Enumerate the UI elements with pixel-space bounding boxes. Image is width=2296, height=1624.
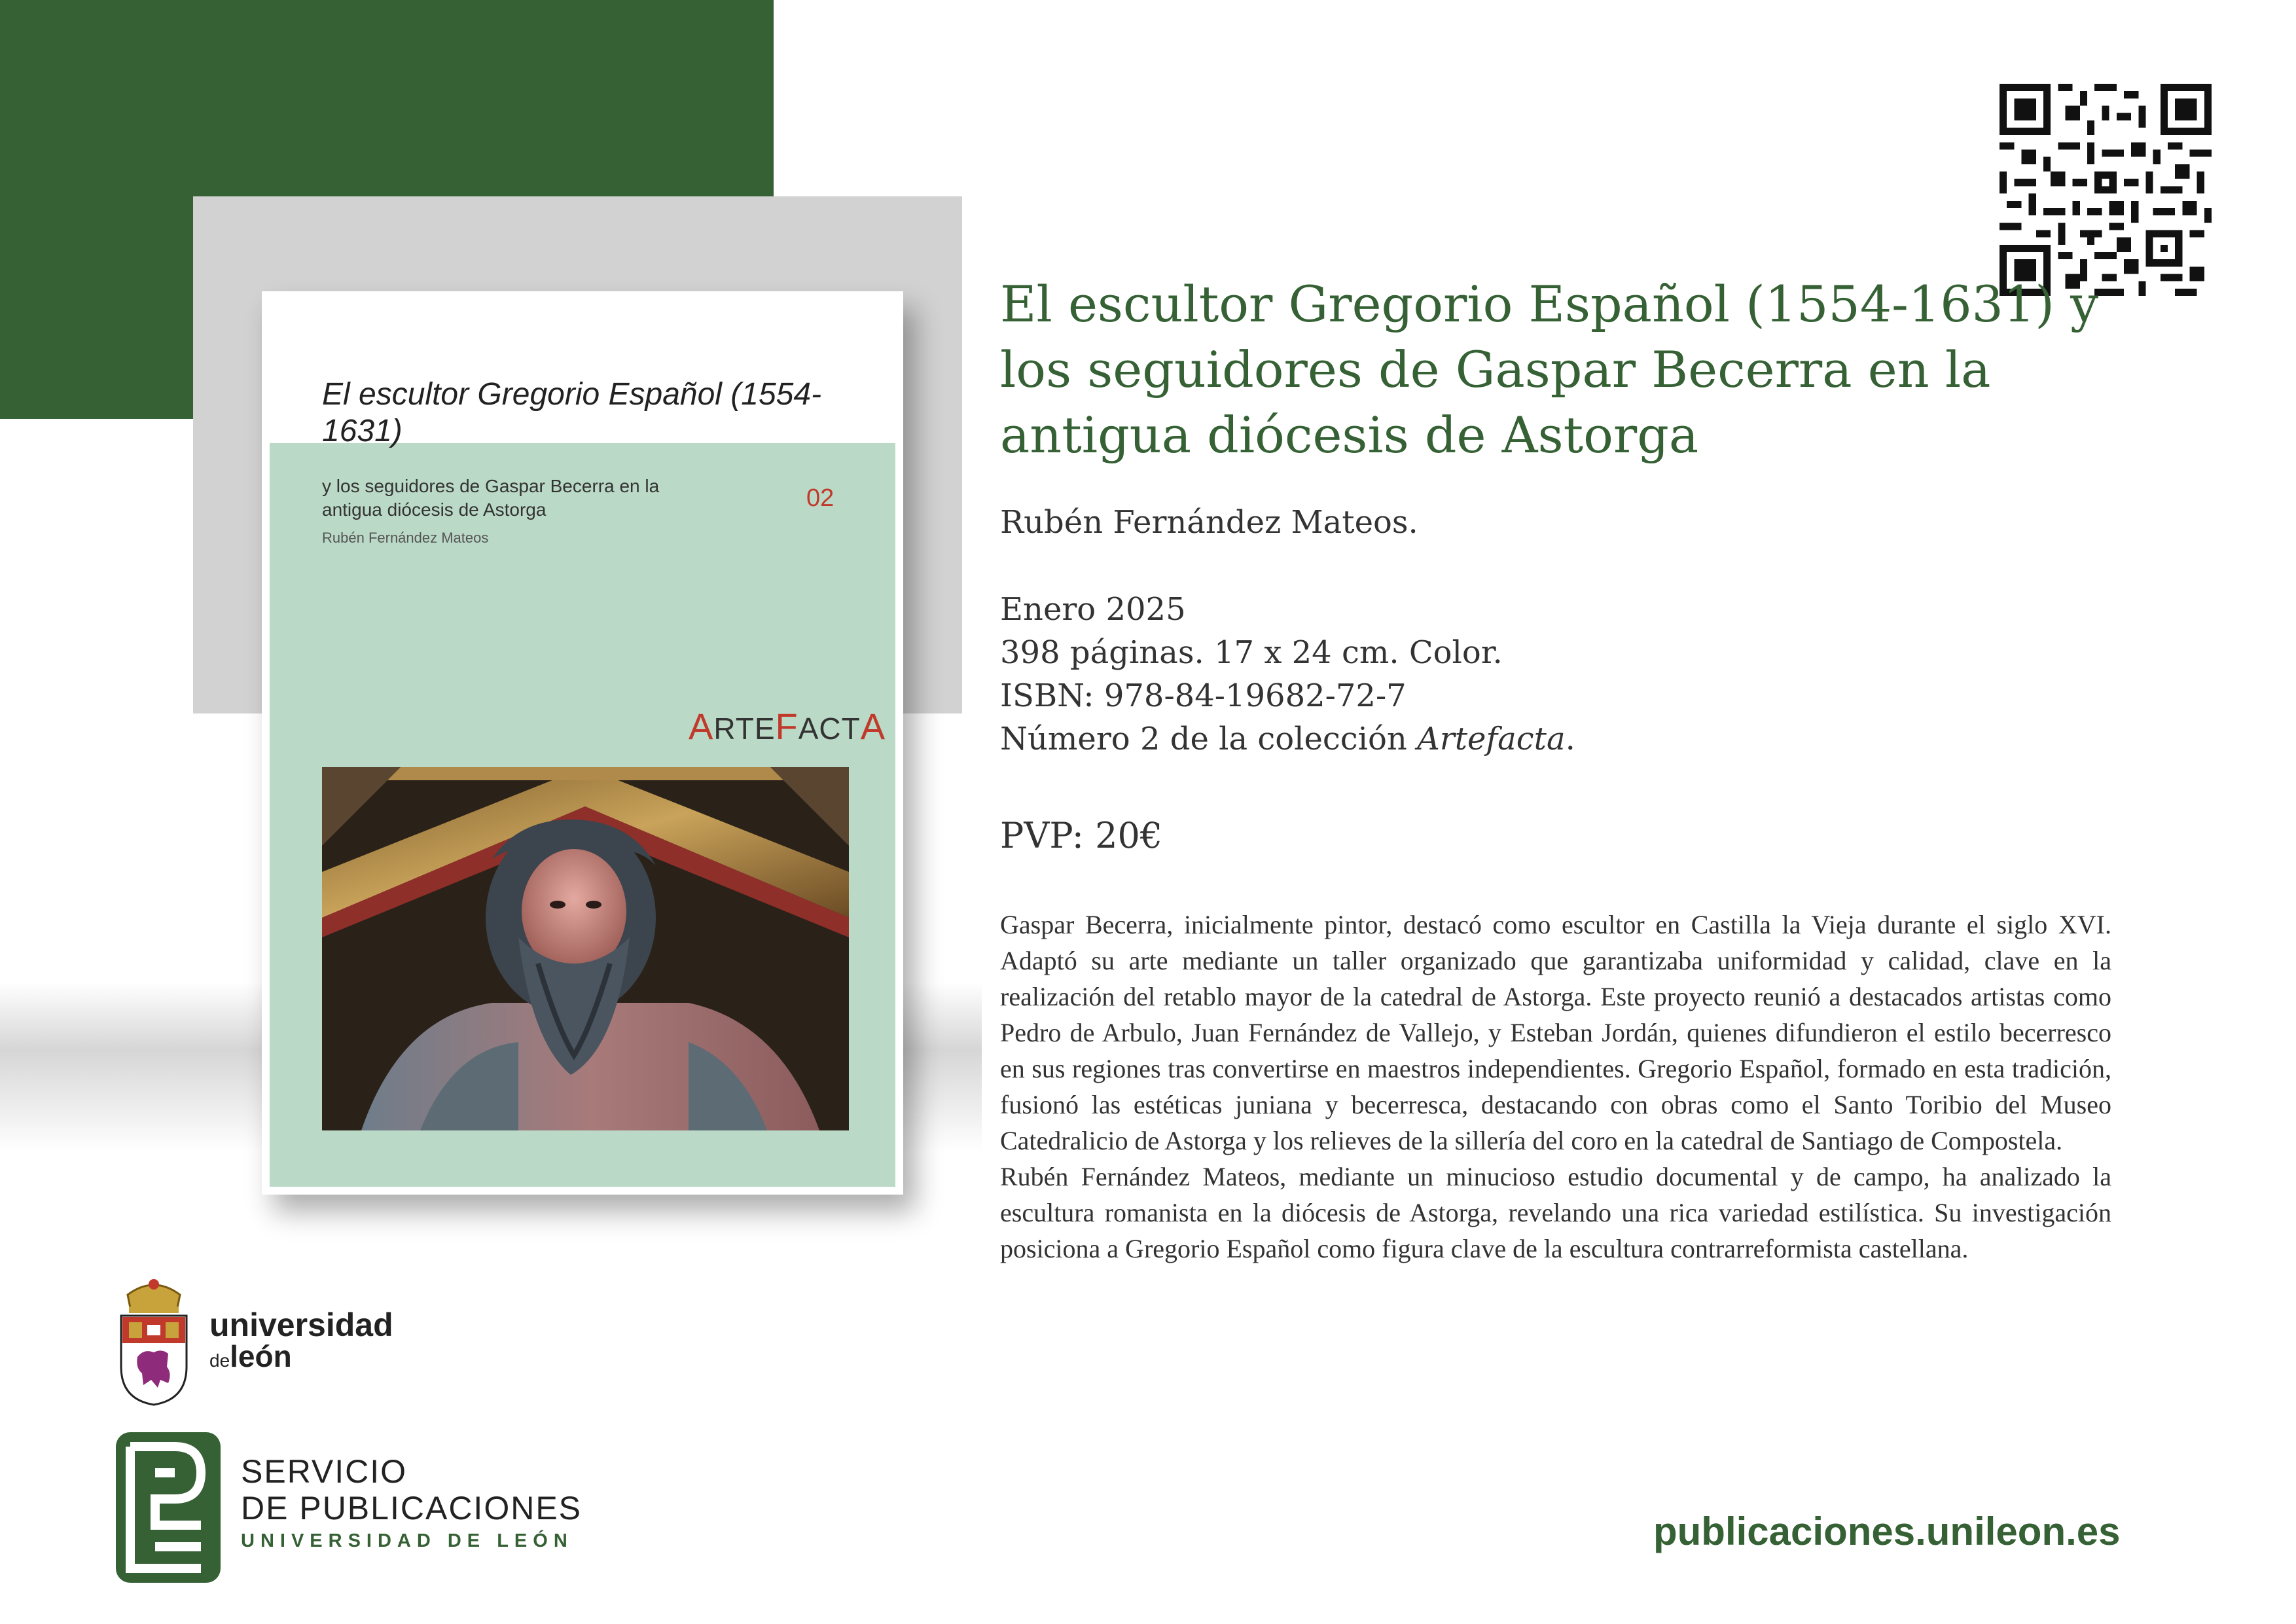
book-specs: 398 páginas. 17 x 24 cm. Color.	[1000, 634, 1503, 671]
qr-code-icon	[2000, 84, 2212, 296]
university-line1: universidad	[209, 1307, 393, 1343]
book-price: PVP: 20€	[1000, 815, 1163, 856]
collection-name: Artefacta	[1417, 721, 1566, 757]
university-crest-icon	[115, 1275, 193, 1409]
book-author: Rubén Fernández Mateos.	[1000, 504, 1418, 541]
university-line2: león	[230, 1339, 292, 1373]
publication-date: Enero 2025	[1000, 591, 1186, 628]
publisher-line3: UNIVERSIDAD DE LEÓN	[241, 1530, 573, 1551]
university-name	[209, 1308, 393, 1375]
publisher-name	[241, 1453, 582, 1552]
book-details	[1000, 588, 1575, 761]
description-paragraph: Rubén Fernández Mateos, mediante un minucioso estudio documental y de campo, ha analizado la escultura romanista en la diócesis de Astorga, revelando una rica variedad estilística. Su investigación posiciona a Gregorio Español como figura clave de la escultura contrarreformista castellana.	[1000, 1162, 2111, 1263]
cover-subtitle: y los seguidores de Gaspar Becerra en la antigua diócesis de Astorga	[322, 476, 660, 520]
book-isbn: ISBN: 978-84-19682-72-7	[1000, 677, 1407, 714]
book-collection	[1000, 717, 1575, 761]
publisher-line1: SERVICIO	[241, 1453, 408, 1490]
cover-number: 02	[806, 484, 834, 512]
website-url[interactable]: publicaciones.unileon.es	[1653, 1509, 2121, 1553]
cover-background	[270, 299, 895, 1187]
cover-photo-sculpture	[322, 767, 849, 1130]
book-title: El escultor Gregorio Español (1554-1631) y los seguidores de Gaspar Becerra en la antigua diócesis de Astorga	[1000, 275, 2099, 464]
publisher-line2: DE PUBLICACIONES	[241, 1490, 583, 1526]
book-cover	[262, 291, 903, 1195]
cover-title: El escultor Gregorio Español (1554-1631)	[322, 377, 822, 448]
collection-logo: ARTEFACTA	[689, 706, 886, 747]
description-paragraph: Gaspar Becerra, inicialmente pintor, destacó como escultor en Castilla la Vieja durante el siglo XVI. Adaptó su arte mediante un taller organizado que garantizaba uniformidad y calidad, clave en la realización del retablo mayor de la catedral de Astorga. Este proyecto reunió a destacados artistas como Pedro de Arbulo, Juan Fernández de Vallejo, y Esteban Jordán, quienes difundieron el estilo becerresco en sus regiones tras convertirse en maestros independientes. Gregorio Español, formado en esta tradición, fusionó las estéticas juniana y becerresca, destacando con obras como el Santo Toribio del Museo Catedralicio de Astorga y los relieves de la sillería del coro en la catedral de Santiago de Compostela.	[1000, 910, 2111, 1155]
university-line2-prefix: de	[209, 1350, 230, 1371]
cover-author: Rubén Fernández Mateos	[322, 530, 489, 546]
publications-logo-icon	[116, 1432, 221, 1585]
collection-suffix: .	[1565, 721, 1575, 757]
book-description	[1000, 907, 2111, 1267]
collection-prefix: Número 2 de la colección	[1000, 721, 1407, 757]
